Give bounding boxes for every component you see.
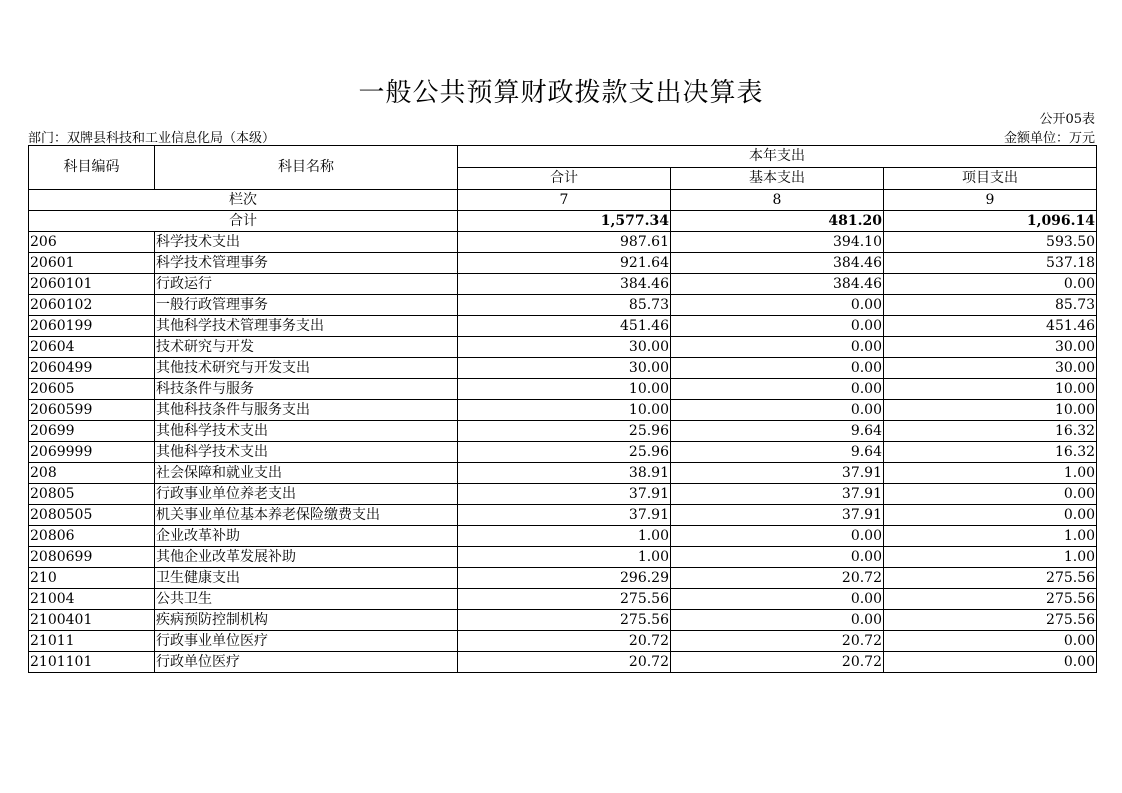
cell-project: 275.56 (884, 589, 1097, 610)
cell-name: 其他科技条件与服务支出 (155, 400, 458, 421)
cell-total: 296.29 (458, 568, 671, 589)
cell-code: 208 (29, 463, 155, 484)
cell-code: 2101101 (29, 652, 155, 673)
table-row (29, 274, 1097, 295)
cell-total: 987.61 (458, 232, 671, 253)
header-total: 合计 (458, 168, 671, 190)
cell-total: 275.56 (458, 589, 671, 610)
cell-project: 593.50 (884, 232, 1097, 253)
total-row-project: 1,096.14 (884, 211, 1097, 232)
total-row (29, 211, 1097, 232)
cell-project: 0.00 (884, 484, 1097, 505)
cell-basic: 9.64 (671, 421, 884, 442)
cell-project: 0.00 (884, 274, 1097, 295)
cell-code: 2060102 (29, 295, 155, 316)
cell-name: 其他技术研究与开发支出 (155, 358, 458, 379)
cell-code: 20604 (29, 337, 155, 358)
table-row (29, 631, 1097, 652)
cell-total: 20.72 (458, 652, 671, 673)
cell-name: 其他企业改革发展补助 (155, 547, 458, 568)
cell-name: 行政事业单位养老支出 (155, 484, 458, 505)
cell-code: 20601 (29, 253, 155, 274)
cell-total: 37.91 (458, 484, 671, 505)
table-row (29, 295, 1097, 316)
table-row (29, 568, 1097, 589)
column-index-row (29, 190, 1097, 211)
cell-basic: 0.00 (671, 547, 884, 568)
cell-basic: 0.00 (671, 400, 884, 421)
cell-code: 2069999 (29, 442, 155, 463)
cell-name: 社会保障和就业支出 (155, 463, 458, 484)
header-name: 科目名称 (155, 146, 458, 190)
cell-project: 30.00 (884, 358, 1097, 379)
cell-name: 科技条件与服务 (155, 379, 458, 400)
cell-total: 275.56 (458, 610, 671, 631)
cell-basic: 0.00 (671, 295, 884, 316)
cell-basic: 0.00 (671, 379, 884, 400)
cell-total: 921.64 (458, 253, 671, 274)
cell-name: 公共卫生 (155, 589, 458, 610)
header-basic: 基本支出 (671, 168, 884, 190)
header-row-1 (29, 146, 1097, 168)
cell-basic: 20.72 (671, 631, 884, 652)
cell-project: 1.00 (884, 463, 1097, 484)
cell-total: 37.91 (458, 505, 671, 526)
cell-total: 85.73 (458, 295, 671, 316)
cell-name: 其他科学技术支出 (155, 421, 458, 442)
cell-code: 20806 (29, 526, 155, 547)
table-row (29, 547, 1097, 568)
cell-total: 384.46 (458, 274, 671, 295)
cell-code: 2080699 (29, 547, 155, 568)
department-label: 部门：双牌县科技和工业信息化局（本级） (28, 131, 276, 146)
cell-project: 537.18 (884, 253, 1097, 274)
table-row (29, 526, 1097, 547)
cell-basic: 0.00 (671, 589, 884, 610)
table-row (29, 253, 1097, 274)
table-row (29, 610, 1097, 631)
table-row (29, 463, 1097, 484)
total-row-label: 合计 (29, 211, 458, 232)
cell-project: 10.00 (884, 400, 1097, 421)
cell-name: 行政事业单位医疗 (155, 631, 458, 652)
cell-total: 1.00 (458, 526, 671, 547)
cell-name: 疾病预防控制机构 (155, 610, 458, 631)
cell-code: 21004 (29, 589, 155, 610)
cell-name: 其他科学技术管理事务支出 (155, 316, 458, 337)
cell-code: 210 (29, 568, 155, 589)
cell-code: 2100401 (29, 610, 155, 631)
table-row (29, 358, 1097, 379)
cell-project: 275.56 (884, 610, 1097, 631)
table-row (29, 442, 1097, 463)
cell-project: 1.00 (884, 547, 1097, 568)
cell-project: 16.32 (884, 442, 1097, 463)
cell-total: 10.00 (458, 400, 671, 421)
budget-table (28, 145, 1097, 673)
header-project: 项目支出 (884, 168, 1097, 190)
cell-basic: 384.46 (671, 253, 884, 274)
cell-project: 1.00 (884, 526, 1097, 547)
cell-code: 2060199 (29, 316, 155, 337)
cell-project: 0.00 (884, 652, 1097, 673)
cell-project: 0.00 (884, 505, 1097, 526)
cell-project: 10.00 (884, 379, 1097, 400)
cell-total: 1.00 (458, 547, 671, 568)
cell-basic: 20.72 (671, 568, 884, 589)
cell-basic: 37.91 (671, 484, 884, 505)
cell-project: 0.00 (884, 631, 1097, 652)
cell-code: 2060499 (29, 358, 155, 379)
cell-total: 20.72 (458, 631, 671, 652)
table-row (29, 652, 1097, 673)
cell-basic: 0.00 (671, 526, 884, 547)
cell-basic: 394.10 (671, 232, 884, 253)
table-row (29, 316, 1097, 337)
cell-name: 机关事业单位基本养老保险缴费支出 (155, 505, 458, 526)
cell-project: 451.46 (884, 316, 1097, 337)
cell-basic: 20.72 (671, 652, 884, 673)
table-row (29, 379, 1097, 400)
column-index-total: 7 (458, 190, 671, 211)
cell-name: 技术研究与开发 (155, 337, 458, 358)
cell-code: 21011 (29, 631, 155, 652)
table-row (29, 421, 1097, 442)
cell-total: 38.91 (458, 463, 671, 484)
cell-code: 2060101 (29, 274, 155, 295)
cell-basic: 0.00 (671, 358, 884, 379)
cell-code: 206 (29, 232, 155, 253)
cell-basic: 0.00 (671, 337, 884, 358)
table-row (29, 505, 1097, 526)
cell-total: 25.96 (458, 442, 671, 463)
form-number: 公开05表 (1039, 112, 1095, 127)
cell-code: 20605 (29, 379, 155, 400)
cell-total: 30.00 (458, 337, 671, 358)
cell-name: 行政单位医疗 (155, 652, 458, 673)
cell-total: 25.96 (458, 421, 671, 442)
total-row-basic: 481.20 (671, 211, 884, 232)
table-row (29, 232, 1097, 253)
header-code: 科目编码 (29, 146, 155, 190)
cell-project: 275.56 (884, 568, 1097, 589)
total-row-total: 1,577.34 (458, 211, 671, 232)
cell-name: 科学技术支出 (155, 232, 458, 253)
cell-name: 其他科学技术支出 (155, 442, 458, 463)
column-index-project: 9 (884, 190, 1097, 211)
cell-code: 20699 (29, 421, 155, 442)
cell-total: 10.00 (458, 379, 671, 400)
column-index-label: 栏次 (29, 190, 458, 211)
cell-project: 85.73 (884, 295, 1097, 316)
unit-label: 金额单位：万元 (1003, 131, 1095, 146)
cell-total: 30.00 (458, 358, 671, 379)
cell-basic: 384.46 (671, 274, 884, 295)
table-row (29, 337, 1097, 358)
cell-code: 2080505 (29, 505, 155, 526)
header-current-year: 本年支出 (458, 146, 1097, 168)
table-row (29, 484, 1097, 505)
cell-project: 30.00 (884, 337, 1097, 358)
table-row (29, 589, 1097, 610)
budget-table-body (29, 146, 1097, 673)
page-title: 一般公共预算财政拨款支出决算表 (358, 78, 764, 108)
cell-basic: 0.00 (671, 316, 884, 337)
cell-name: 企业改革补助 (155, 526, 458, 547)
cell-code: 20805 (29, 484, 155, 505)
cell-code: 2060599 (29, 400, 155, 421)
cell-name: 一般行政管理事务 (155, 295, 458, 316)
table-row (29, 400, 1097, 421)
column-index-basic: 8 (671, 190, 884, 211)
cell-basic: 37.91 (671, 463, 884, 484)
cell-total: 451.46 (458, 316, 671, 337)
cell-basic: 9.64 (671, 442, 884, 463)
cell-name: 卫生健康支出 (155, 568, 458, 589)
cell-project: 16.32 (884, 421, 1097, 442)
cell-basic: 0.00 (671, 610, 884, 631)
cell-name: 行政运行 (155, 274, 458, 295)
cell-name: 科学技术管理事务 (155, 253, 458, 274)
cell-basic: 37.91 (671, 505, 884, 526)
